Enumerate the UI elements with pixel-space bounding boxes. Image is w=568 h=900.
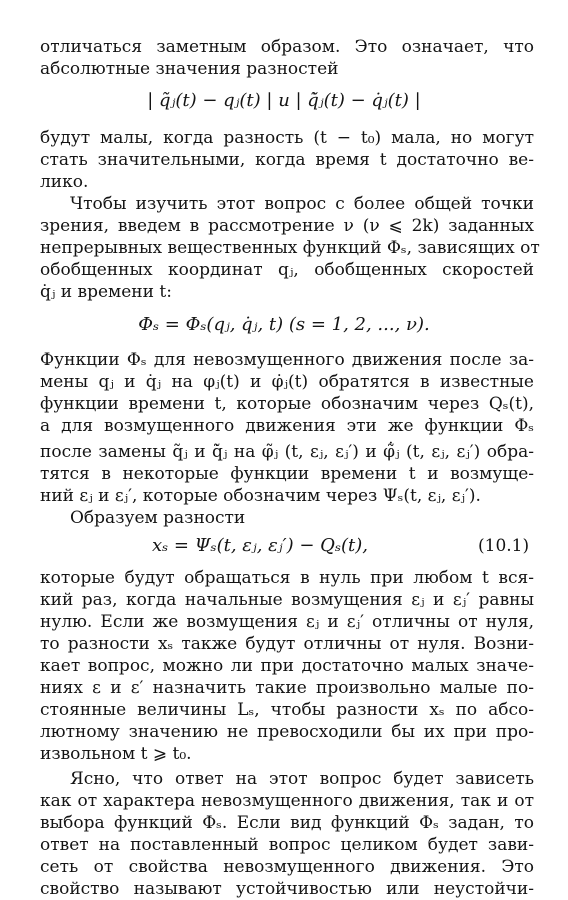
text-line: как от характера невозмущенного движения, так и от — [40, 791, 534, 811]
text-line: будут малы, когда разность (t − t₀) мала, но могут — [40, 128, 534, 148]
text-line: отличаться заметным образом. Это означает, что — [40, 37, 534, 57]
text-line: извольном t ⩾ t₀. — [40, 744, 192, 764]
text-line: мены qⱼ и q̇ⱼ на φⱼ(t) и φ̇ⱼ(t) обратятся в известные — [40, 372, 534, 392]
formula-abs-differences: | q̃ⱼ(t) − qⱼ(t) | и | q̃̇ⱼ(t) − q̇ⱼ(t) | — [147, 90, 421, 111]
text-line: Чтобы изучить этот вопрос с более общей точки — [70, 194, 534, 214]
text-line: лютному значению не превосходили бы их при про- — [40, 722, 534, 742]
text-line: Ясно, что ответ на этот вопрос будет зависеть — [70, 769, 534, 789]
formula-eq-10-1: xₛ = Ψₛ(t, εⱼ, εⱼ′) − Qₛ(t), — [151, 535, 369, 556]
text-line: кий раз, когда начальные возмущения εⱼ и εⱼ′ равны — [40, 590, 534, 610]
text-line: тятся в некоторые функции времени t и возмуще- — [40, 464, 534, 484]
text-line: Образуем разности — [70, 508, 246, 528]
text-line: Функции Φₛ для невозмущенного движения после за- — [40, 350, 534, 370]
text-line: ниях ε и ε′ назначить такие произвольно малые по- — [40, 678, 534, 698]
text-line: а для возмущенного движения эти же функции Φₛ — [40, 416, 534, 436]
text-line: стоянные величины Lₛ, чтобы разности xₛ по абсо- — [40, 700, 534, 720]
text-line: нулю. Если же возмущения εⱼ и εⱼ′ отличны от нуля, — [40, 612, 534, 632]
text-line: выбора функций Φₛ. Если вид функций Φₛ задан, то — [40, 813, 534, 833]
text-line: зрения, введем в рассмотрение ν (ν ⩽ 2k) заданных — [40, 216, 534, 236]
text-line: кает вопрос, можно ли при достаточно малых значе- — [40, 656, 534, 676]
text-line: лико. — [40, 172, 89, 192]
text-line: ответ на поставленный вопрос целиком будет зави- — [40, 835, 534, 855]
text-line: обобщенных координат qⱼ, обобщенных скоростей — [40, 260, 534, 280]
text-line: которые будут обращаться в нуль при любом t вся- — [40, 568, 534, 588]
formula-phi-definition: Φₛ = Φₛ(qⱼ, q̇ⱼ, t) (s = 1, 2, ..., ν). — [138, 314, 430, 335]
text-line: сеть от свойства невозмущенного движения. Это — [40, 857, 534, 877]
text-line: то разности xₛ также будут отличны от нуля. Возни- — [40, 634, 534, 654]
text-line: функции времени t, которые обозначим через Qₛ(t), — [40, 394, 534, 414]
text-line: ний εⱼ и εⱼ′, которые обозначим через Ψₛ(t, εⱼ, εⱼ′). — [40, 486, 481, 506]
text-line: стать значительными, когда время t достаточно ве- — [40, 150, 534, 170]
equation-number: (10.1) — [478, 536, 530, 556]
text-line: свойство называют устойчивостью или неустойчи- — [40, 879, 534, 899]
text-line: после замены q̃ⱼ и q̃̇ⱼ на φ̃ⱼ (t, εⱼ, εⱼ′) и φ̃̇ⱼ (t, εⱼ, εⱼ′) обра- — [40, 442, 534, 462]
text-line: абсолютные значения разностей — [40, 59, 339, 79]
text-line: непрерывных вещественных функций Φₛ, зависящих от — [40, 238, 540, 258]
text-line: q̇ⱼ и времени t: — [40, 282, 172, 302]
